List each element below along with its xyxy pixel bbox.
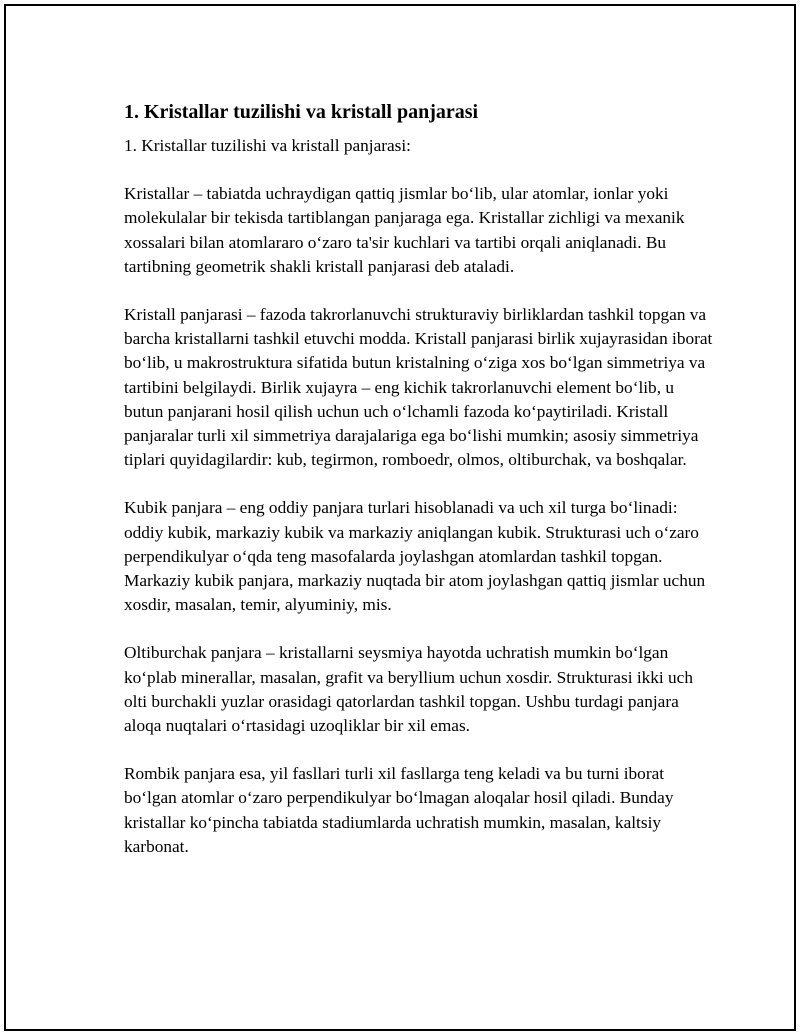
- paragraph-rhombic-lattice: Rombik panjara esa, yil fasllari turli xil fasllarga teng keladi va bu turni iborat bo‘lgan atomlar o‘zaro perpendikulyar bo‘lmagan aloqalar hosil qiladi. Bunday kristallar ko‘pincha tabiatda stadiumlarda uchratish mumkin, masalan, kaltsiy karbonat.: [124, 764, 674, 856]
- paragraph-crystals: Kristallar – tabiatda uchraydigan qattiq jismlar bo‘lib, ular atomlar, ionlar yoki molekulalar bir tekisda tartiblangan panjaraga ega. Kristallar zichligi va mexanik xossalari bilan atomlararo o‘zaro ta'sir kuchlari va tartibi orqali aniqlanadi. Bu tartibning geometrik shakli kristall panjarasi deb ataladi.: [124, 184, 685, 276]
- page-frame: [4, 4, 796, 1031]
- paragraph-crystal-lattice: Kristall panjarasi – fazoda takrorlanuvchi strukturaviy birliklardan tashkil topgan va barcha kristallarni tashkil etuvchi modda. Kristall panjarasi birlik xujayrasidan iborat bo‘lib, u makrostruktura sifatida butun kristalning o‘ziga xos bo‘lgan simmetriya va tartibini belgilaydi. Birlik xujayra – eng kichik takrorlanuvchi element bo‘lib, u butun panjarani hosil qilish uchun uch o‘lchamli fazoda ko‘paytiriladi. Kristall panjaralar turli xil simmetriya darajalariga ega bo‘lishi mumkin; asosiy simmetriya tiplari quyidagilardir: kub, tegirmon, romboedr, olmos, oltiburchak, va boshqalar.: [124, 305, 713, 470]
- document-body: [124, 98, 714, 859]
- document-heading: 1. Kristallar tuzilishi va kristall panjarasi: [124, 101, 479, 123]
- paragraph-cubic-lattice: Kubik panjara – eng oddiy panjara turlari hisoblanadi va uch xil turga bo‘linadi: oddiy kubik, markaziy kubik va markaziy aniqlangan kubik. Strukturasi uch o‘zaro perpendikulyar o‘qda teng masofalarda joylashgan atomlardan tashkil topgan. Markaziy kubik panjara, markaziy nuqtada bir atom joylashgan qattiq jismlar uchun xosdir, masalan, temir, alyuminiy, mis.: [124, 498, 706, 615]
- paragraph-hexagonal-lattice: Oltiburchak panjara – kristallarni seysmiya hayotda uchratish mumkin bo‘lgan ko‘plab minerallar, masalan, grafit va beryllium uchun xosdir. Strukturasi ikki uch olti burchakli yuzlar orasidagi qatorlardan tashkil topgan. Ushbu turdagi panjara aloqa nuqtalari o‘rtasidagi uzoqliklar bir xil emas.: [124, 643, 693, 736]
- section-subheading: 1. Kristallar tuzilishi va kristall panjarasi:: [124, 136, 411, 155]
